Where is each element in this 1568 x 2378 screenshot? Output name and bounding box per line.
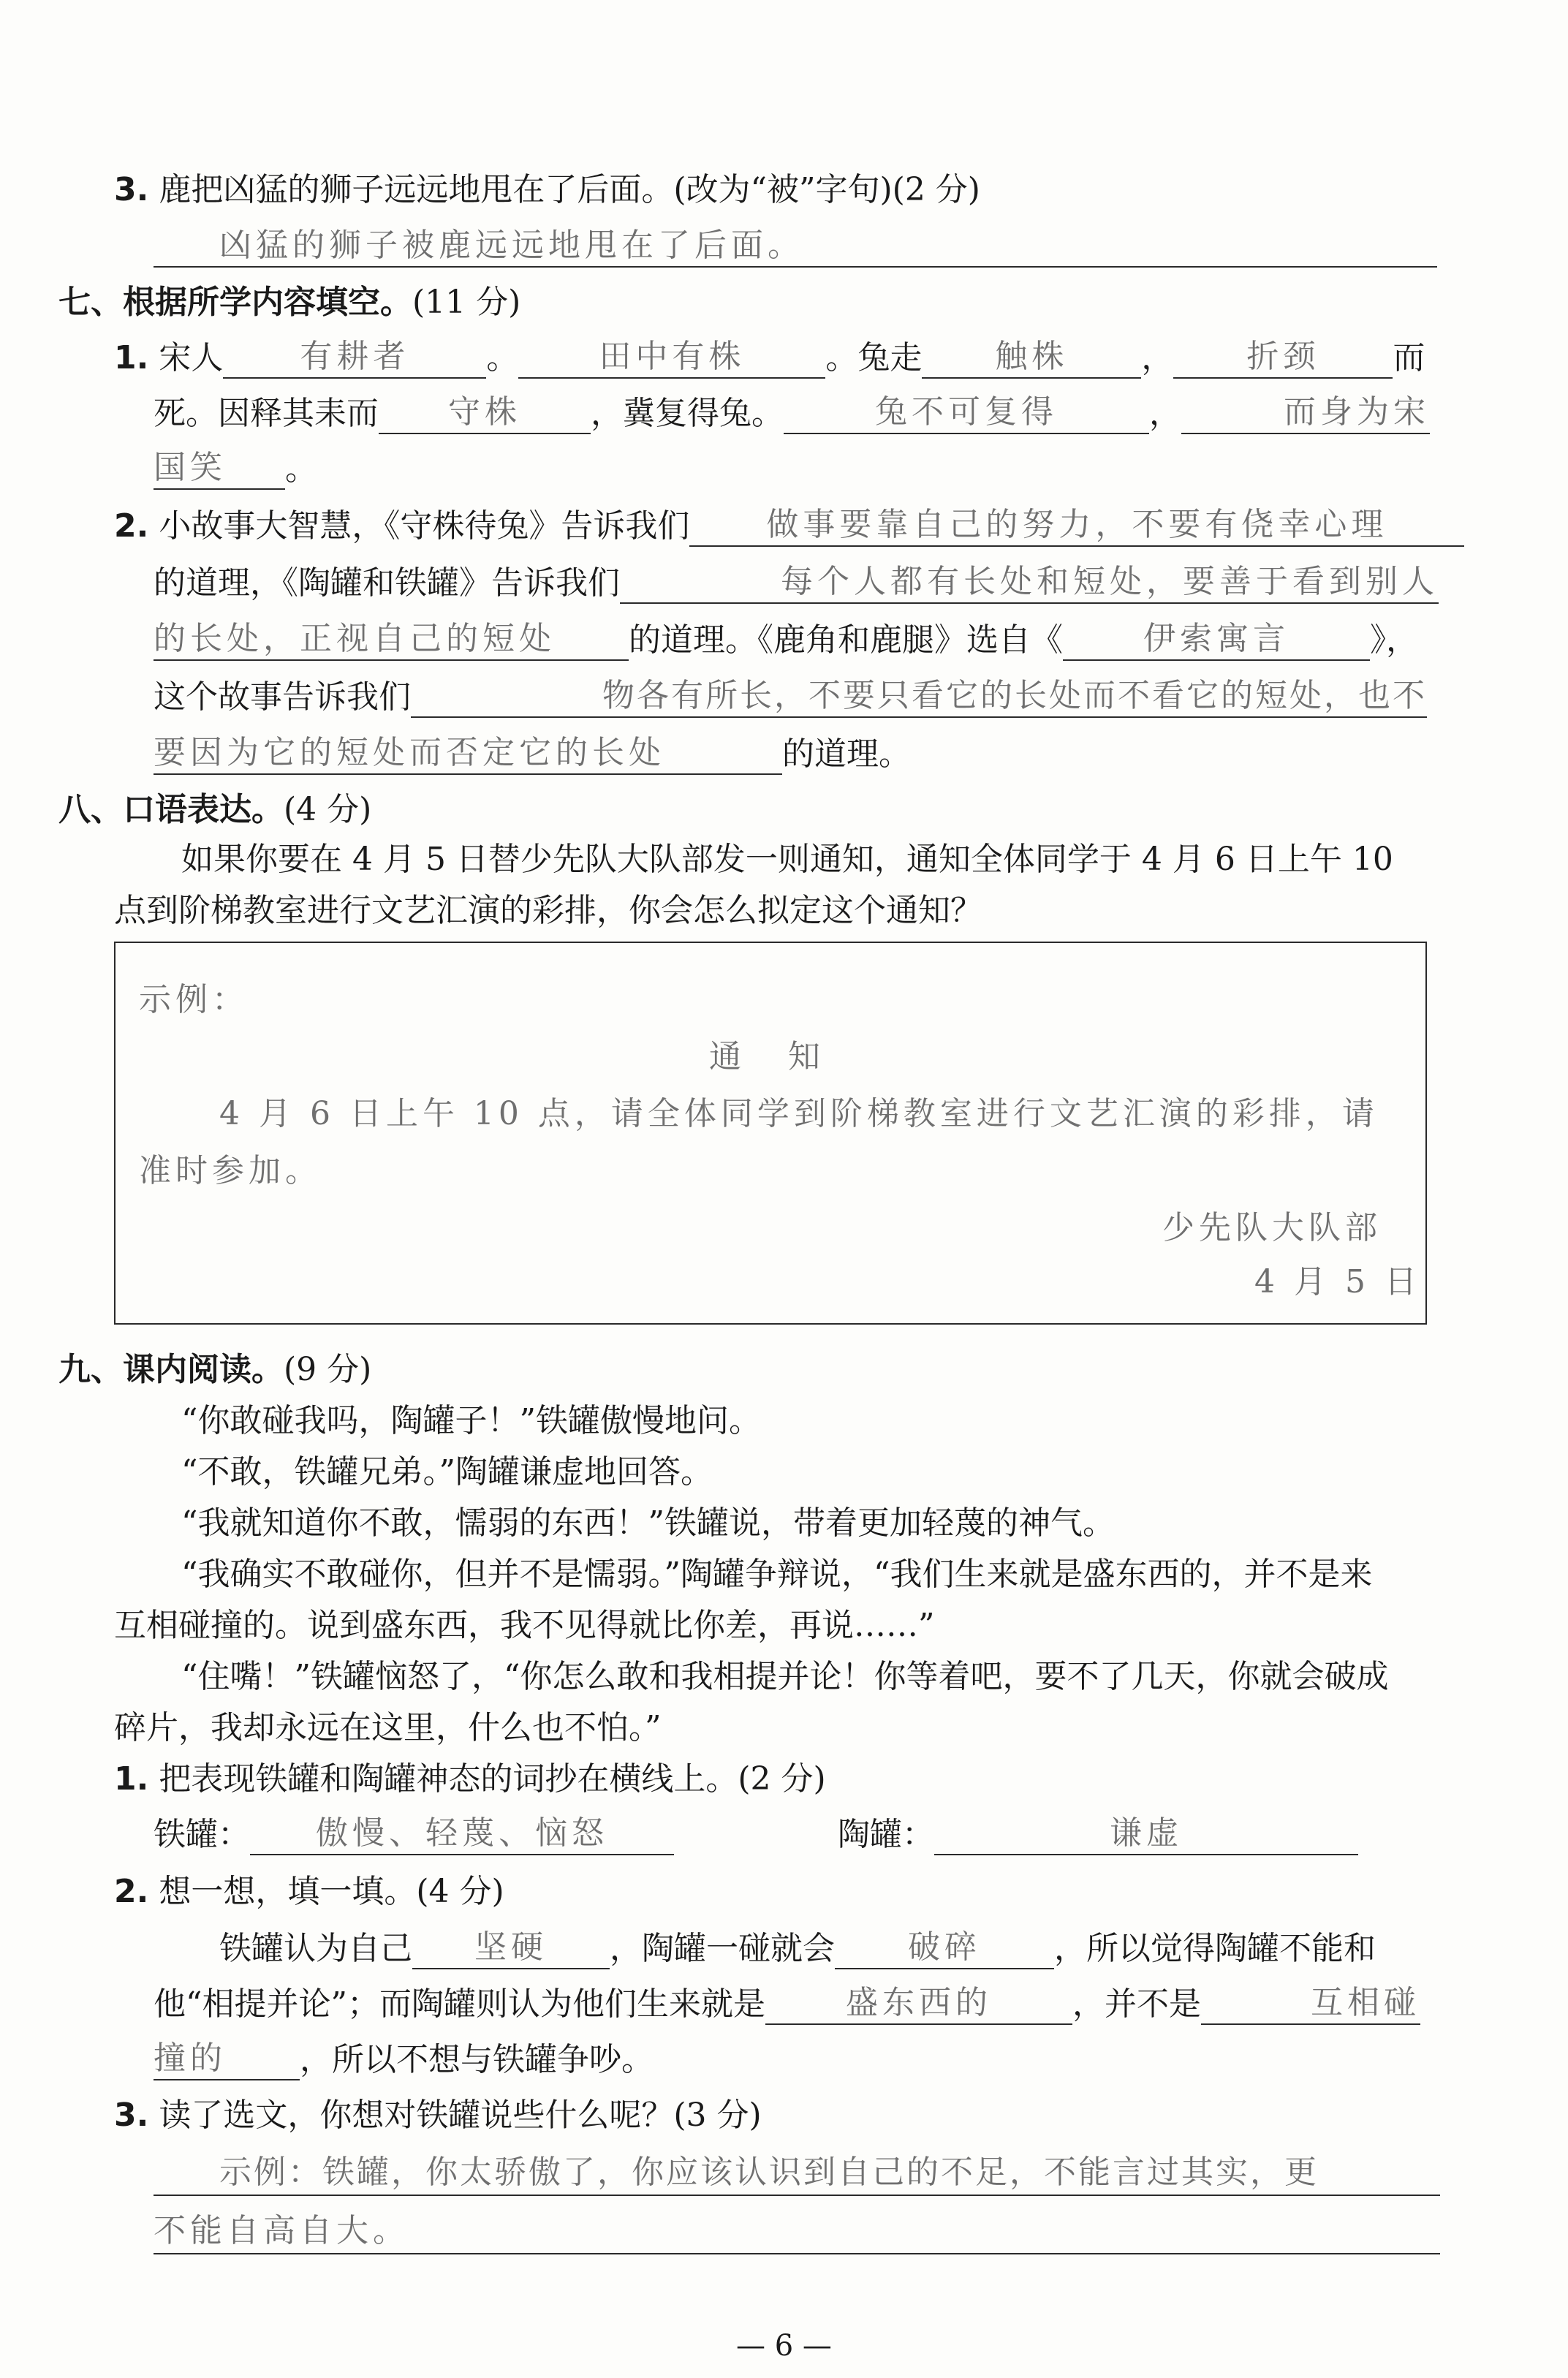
q6-3-text: 鹿把凶猛的狮子远远地甩在了后面。(改为“被”字句)(2 分) <box>159 171 980 208</box>
q9-2-line1 <box>219 1927 1376 1969</box>
q7-1-blank-4: 折颈 <box>1173 336 1393 379</box>
q9-1-prompt <box>114 1759 826 1800</box>
q7-2-blank-2: 每个人都有长处和短处，要善于看到别人 <box>620 561 1439 604</box>
q7-1-number: 1. <box>114 339 149 376</box>
passage-line: “我确实不敢碰你，但并不是懦弱。”陶罐争辩说，“我们生来就是盛东西的，并不是来 <box>181 1556 1373 1593</box>
passage-line: “住嘴！”铁罐恼怒了，“你怎么敢和我相提并论！你等着吧，要不了几天，你就会破成 <box>181 1658 1389 1695</box>
q7-1-line1 <box>114 336 1425 379</box>
q9-3-prompt <box>114 2095 762 2136</box>
notice-date: 4 月 5 日 <box>1254 1263 1421 1300</box>
section-8-title-text: 八、口语表达。 <box>58 791 284 828</box>
q9-2-line3 <box>154 2038 654 2080</box>
q6-3-answer-line <box>154 266 1437 268</box>
q9-2-line2 <box>154 1983 1420 2025</box>
q9-2-text: 想一想，填一填。(4 分) <box>159 1873 504 1910</box>
q7-2-line4 <box>154 675 1427 718</box>
q7-1-blank-7-cont: 国笑 <box>154 447 285 490</box>
q7-2-text: 的道理，《陶罐和铁罐》告诉我们 <box>154 564 620 602</box>
q9-2-number: 2. <box>114 1873 149 1910</box>
q9-2-blank-1: 坚硬 <box>412 1927 610 1969</box>
q9-3-answer-line1: 示例：铁罐，你太骄傲了，你应该认识到自己的不足，不能言过其实，更 <box>219 2154 1319 2191</box>
q7-2-line5 <box>154 732 911 775</box>
section-8-prompt-line2: 点到阶梯教室进行文艺汇演的彩排，你会怎么拟定这个通知？ <box>114 892 982 929</box>
q9-1-pot <box>838 1813 1358 1855</box>
section-8-points: (4 分) <box>284 791 372 828</box>
q7-1-text: ， <box>1141 339 1174 376</box>
q9-3-number: 3. <box>114 2097 149 2134</box>
q9-2-blank-4-cont: 撞的 <box>154 2038 300 2080</box>
q9-1-pot-label: 陶罐： <box>838 1816 934 1853</box>
q7-2-text: 的道理。 <box>782 735 911 773</box>
q7-1-line3 <box>154 447 317 490</box>
q9-2-blank-2: 破碎 <box>835 1927 1054 1969</box>
q7-1-blank-6: 兔不可复得 <box>784 392 1149 434</box>
q9-3-rule-1 <box>154 2195 1440 2196</box>
q7-1-text: 宋人 <box>159 339 224 376</box>
passage-line: 碎片，我却永远在这里，什么也不怕。” <box>114 1709 662 1746</box>
notice-body-line2: 准时参加。 <box>139 1152 322 1189</box>
q7-2-text: 的道理。《鹿角和鹿腿》选自《 <box>629 621 1063 659</box>
q7-2-line3 <box>154 618 1418 661</box>
q7-1-text: 死。因释其耒而 <box>154 395 379 432</box>
q7-1-text: ， <box>1149 395 1181 432</box>
q7-1-text: 。 <box>486 339 519 376</box>
q7-2-blank-3: 伊索寓言 <box>1063 618 1370 661</box>
q7-1-text: 。 <box>285 450 317 488</box>
notice-signer: 少先队大队部 <box>1162 1209 1382 1246</box>
q9-3-answer-line2: 不能自高自大。 <box>154 2212 409 2249</box>
q6-3-prompt <box>114 170 980 211</box>
q7-2-text: 这个故事告诉我们 <box>154 678 411 716</box>
section-8-title <box>58 789 371 830</box>
q7-1-text: 而 <box>1393 339 1425 376</box>
q6-3-number: 3. <box>114 171 149 208</box>
q9-2-text: 他“相提并论”；而陶罐则认为他们生来就是 <box>154 1985 765 2023</box>
q7-2-blank-4-cont: 要因为它的短处而否定它的长处 <box>154 732 782 775</box>
passage-line: “不敢，铁罐兄弟。”陶罐谦虚地回答。 <box>181 1453 713 1491</box>
q7-2-blank-1: 做事要靠自己的努力，不要有侥幸心理 <box>689 504 1464 547</box>
q9-2-blank-4: 互相碰 <box>1201 1983 1420 2025</box>
q7-2-text: 小故事大智慧，《守株待兔》告诉我们 <box>159 507 690 545</box>
q7-1-blank-5: 守株 <box>379 392 591 434</box>
q9-1-text: 把表现铁罐和陶罐神态的词抄在横线上。(2 分) <box>159 1760 826 1798</box>
q7-2-line1 <box>114 504 1464 547</box>
notice-example-label: 示例： <box>139 981 249 1018</box>
q9-3-rule-2 <box>154 2253 1440 2254</box>
section-7-points: (11 分) <box>412 284 521 321</box>
q7-1-blank-3: 触株 <box>922 336 1141 379</box>
section-9-title <box>58 1349 371 1390</box>
q9-1-pot-blank: 谦虚 <box>934 1813 1358 1855</box>
q7-2-text: 》， <box>1370 621 1418 659</box>
q7-2-blank-2-cont: 的长处，正视自己的短处 <box>154 618 629 661</box>
q7-2-line2 <box>154 561 1439 604</box>
notice-title: 通 知 <box>709 1038 827 1075</box>
q9-2-text: ，所以觉得陶罐不能和 <box>1054 1930 1376 1967</box>
q9-1-number: 1. <box>114 1760 149 1798</box>
section-9-points: (9 分) <box>284 1351 372 1388</box>
q9-2-text: ，并不是 <box>1072 1985 1201 2023</box>
section-7-title <box>58 282 520 323</box>
q9-1-answers <box>154 1813 674 1855</box>
passage-line: 互相碰撞的。说到盛东西，我不见得就比你差，再说……” <box>114 1607 935 1644</box>
passage-line: “你敢碰我吗，陶罐子！”铁罐傲慢地问。 <box>181 1402 761 1439</box>
notice-body-line1: 4 月 6 日上午 10 点，请全体同学到阶梯教室进行文艺汇演的彩排，请 <box>219 1095 1379 1132</box>
q7-1-line2 <box>154 392 1430 434</box>
section-8-prompt-line1: 如果你要在 4 月 5 日替少先队大队部发一则通知，通知全体同学于 4 月 6 日上午 10 <box>181 841 1393 878</box>
passage-line: “我就知道你不敢，懦弱的东西！”铁罐说，带着更加轻蔑的神气。 <box>181 1504 1115 1542</box>
q7-1-text: 。兔走 <box>825 339 923 376</box>
q9-1-iron-label: 铁罐： <box>154 1816 250 1853</box>
q7-1-blank-1: 有耕者 <box>223 336 486 379</box>
q7-2-blank-4: 物各有所长，不要只看它的长处而不看它的短处，也不 <box>411 675 1427 718</box>
q9-2-text: ，陶罐一碰就会 <box>610 1930 835 1967</box>
q7-1-blank-2: 田中有株 <box>518 336 825 379</box>
q6-3-answer: 凶猛的狮子被鹿远远地甩在了后面。 <box>219 227 804 264</box>
q7-2-number: 2. <box>114 507 149 545</box>
q9-2-prompt <box>114 1871 504 1912</box>
q9-2-text: ，所以不想与铁罐争吵。 <box>300 2041 654 2078</box>
q9-1-iron-blank: 傲慢、轻蔑、恼怒 <box>250 1813 674 1855</box>
q9-2-blank-3: 盛东西的 <box>765 1983 1072 2025</box>
q9-2-text: 铁罐认为自己 <box>219 1930 412 1967</box>
q7-1-text: ，冀复得兔。 <box>591 395 784 432</box>
q7-1-blank-7: 而身为宋 <box>1181 392 1430 434</box>
section-9-title-text: 九、课内阅读。 <box>58 1351 284 1388</box>
q9-3-text: 读了选文，你想对铁罐说些什么呢？(3 分) <box>159 2097 762 2134</box>
page-number: — 6 — <box>736 2329 832 2363</box>
section-7-title-text: 七、根据所学内容填空。 <box>58 284 412 321</box>
